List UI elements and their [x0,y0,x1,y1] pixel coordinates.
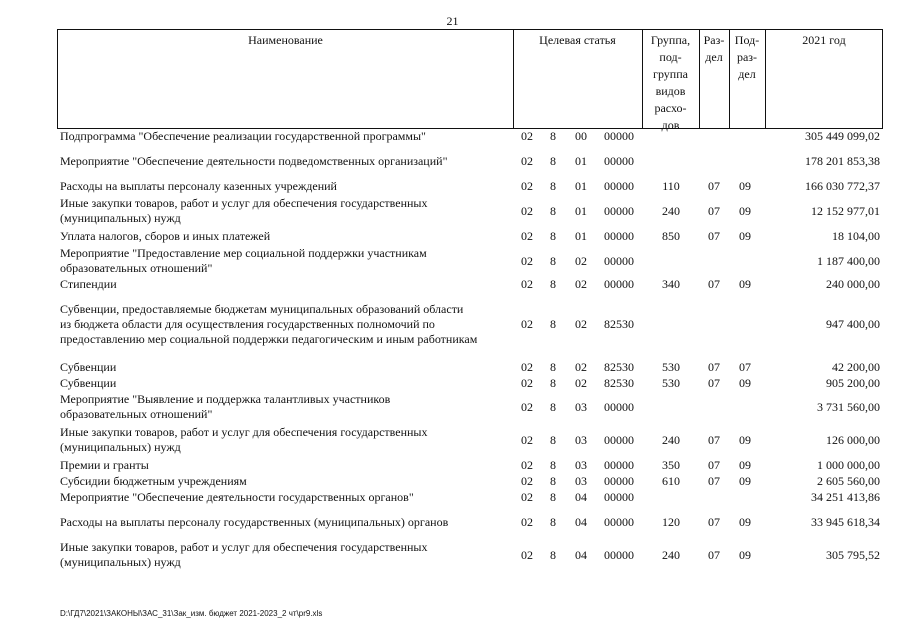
table-row [0,490,905,505]
row-name-line: (муниципальных) нужд [60,440,181,454]
row-name-line: Уплата налогов, сборов и иных платежей [60,229,271,243]
row-name-line: Мероприятие "Выявление и поддержка талантливых участников [60,392,391,406]
podrazdel: 09 [739,458,751,472]
page-number: 21 [446,14,459,28]
table-row [0,515,905,530]
podrazdel: 09 [739,515,751,529]
razdel: 07 [708,179,720,193]
table-row [0,540,905,570]
code-subprogram: 8 [550,399,556,414]
razdel: 07 [708,432,720,447]
podrazdel: 09 [739,229,751,243]
amount-2021: 905 200,00 [826,376,880,390]
code-subprogram: 8 [550,203,556,218]
razdel: 07 [708,360,720,374]
razdel: 07 [708,203,720,218]
podrazdel: 09 [739,203,751,218]
code-subprogram: 8 [550,474,556,488]
row-name-line: Субсидии бюджетным учреждениям [60,474,247,488]
row-name [60,302,515,347]
header-group [642,32,699,134]
podrazdel: 09 [739,179,751,193]
row-name-line: (муниципальных) нужд [60,555,181,569]
code-program: 02 [521,154,533,168]
row-name [60,540,515,570]
expense-group: 240 [662,203,680,218]
amount-2021: 34 251 413,86 [811,490,880,504]
code-program: 02 [521,458,533,472]
row-name [60,360,515,375]
code-subprogram: 8 [550,547,556,562]
code-subprogram: 8 [550,179,556,193]
code-event: 02 [575,253,587,268]
row-name [60,458,515,473]
table-row [0,474,905,489]
table-row [0,229,905,244]
table-header [57,29,883,132]
code-subprogram: 8 [550,129,556,143]
code-direction: 00000 [604,515,634,529]
header-line: Группа, [650,33,691,47]
code-event: 04 [575,515,587,529]
amount-2021: 178 201 853,38 [805,154,880,168]
row-name-line: Премии и гранты [60,458,149,472]
code-direction: 82530 [604,360,634,374]
table-row [0,154,905,169]
amount-2021: 3 731 560,00 [817,399,880,414]
row-name [60,474,515,489]
code-direction: 00000 [604,154,634,168]
header-line: Раз- [703,33,725,47]
header-name: Наименование [248,33,323,47]
code-event: 04 [575,490,587,504]
amount-2021: 305 449 099,02 [805,129,880,143]
table-row [0,196,905,226]
row-name-line: Субвенции [60,376,117,390]
amount-2021: 2 605 560,00 [817,474,880,488]
amount-2021: 42 200,00 [832,360,880,374]
code-program: 02 [521,129,533,143]
code-subprogram: 8 [550,515,556,529]
code-event: 03 [575,399,587,414]
code-subprogram: 8 [550,360,556,374]
podrazdel: 09 [739,376,751,390]
code-event: 01 [575,203,587,218]
table-row [0,277,905,292]
expense-group: 350 [662,458,680,472]
row-name [60,179,515,194]
row-name [60,425,515,455]
header-line: под- [659,50,682,64]
amount-2021: 1 187 400,00 [817,253,880,268]
amount-2021: 947 400,00 [826,317,880,331]
row-name-line: Мероприятие "Обеспечение деятельности государственных органов" [60,490,414,504]
expense-group: 530 [662,360,680,374]
expense-group: 340 [662,277,680,291]
expense-group: 850 [662,229,680,243]
code-direction: 00000 [604,432,634,447]
code-program: 02 [521,317,533,331]
table-row [0,392,905,422]
code-program: 02 [521,179,533,193]
row-name [60,515,515,530]
expense-group: 240 [662,432,680,447]
expense-group: 530 [662,376,680,390]
code-direction: 00000 [604,458,634,472]
file-path: D:\ГД7\2021\ЗАКОНЫ\ЗАС_31\Зак_изм. бюджет 2021-2023_2 чт\pr9.xls [60,609,323,618]
header-line: группа [653,67,688,81]
header-line: расхо- [654,101,687,115]
row-name-line: Иные закупки товаров, работ и услуг для обеспечения государственных [60,196,428,210]
code-direction: 00000 [604,179,634,193]
expense-group: 120 [662,515,680,529]
table-row [0,302,905,347]
row-name [60,229,515,244]
amount-2021: 33 945 618,34 [811,515,880,529]
code-program: 02 [521,399,533,414]
razdel: 07 [708,229,720,243]
code-program: 02 [521,229,533,243]
code-event: 01 [575,179,587,193]
razdel: 07 [708,458,720,472]
row-name-line: Мероприятие "Обеспечение деятельности подведомственных организаций" [60,154,448,168]
code-event: 02 [575,376,587,390]
header-razdel [699,32,729,66]
code-event: 03 [575,458,587,472]
razdel: 07 [708,376,720,390]
row-name-line: Субвенции, предоставляемые бюджетам муниципальных образований области [60,302,464,316]
code-event: 02 [575,317,587,331]
code-subprogram: 8 [550,458,556,472]
amount-2021: 166 030 772,37 [805,179,880,193]
code-program: 02 [521,547,533,562]
code-direction: 00000 [604,129,634,143]
code-direction: 00000 [604,203,634,218]
razdel: 07 [708,474,720,488]
row-name [60,154,515,169]
amount-2021: 240 000,00 [826,277,880,291]
podrazdel: 09 [739,277,751,291]
row-name-line: Субвенции [60,360,117,374]
header-line: дел [705,50,723,64]
row-name-line: Иные закупки товаров, работ и услуг для обеспечения государственных [60,540,428,554]
code-direction: 00000 [604,399,634,414]
code-program: 02 [521,360,533,374]
row-name-line: Расходы на выплаты персоналу государственных (муниципальных) органов [60,515,449,529]
code-subprogram: 8 [550,229,556,243]
code-program: 02 [521,490,533,504]
row-name-line: Расходы на выплаты персоналу казенных учреждений [60,179,337,193]
row-name-line: Стипендии [60,277,117,291]
header-target-article: Целевая статья [539,33,616,47]
code-direction: 82530 [604,317,634,331]
code-direction: 00000 [604,277,634,291]
expense-group: 610 [662,474,680,488]
header-line: Под- [734,33,760,47]
table-row [0,425,905,455]
table-row [0,129,905,144]
row-name [60,277,515,292]
amount-2021: 1 000 000,00 [817,458,880,472]
code-subprogram: 8 [550,253,556,268]
row-name-line: образовательных отношений" [60,407,213,421]
code-event: 03 [575,474,587,488]
podrazdel: 09 [739,432,751,447]
row-name-line: из бюджета области для осуществления государственных полномочий по [60,317,435,331]
header-line: видов [655,84,686,98]
code-program: 02 [521,474,533,488]
amount-2021: 305 795,52 [826,547,880,562]
code-direction: 00000 [604,253,634,268]
row-name [60,246,515,276]
amount-2021: 12 152 977,01 [811,203,880,218]
code-direction: 82530 [604,376,634,390]
header-year: 2021 год [802,33,846,47]
table-row [0,179,905,194]
amount-2021: 126 000,00 [826,432,880,447]
row-name [60,376,515,391]
code-program: 02 [521,253,533,268]
code-subprogram: 8 [550,490,556,504]
code-direction: 00000 [604,474,634,488]
row-name-line: Мероприятие "Предоставление мер социальной поддержки участникам [60,246,427,260]
podrazdel: 09 [739,474,751,488]
row-name-line: Подпрограмма "Обеспечение реализации государственной программы" [60,129,426,143]
code-program: 02 [521,376,533,390]
row-name-line: образовательных отношений" [60,261,213,275]
code-event: 02 [575,360,587,374]
code-program: 02 [521,432,533,447]
podrazdel: 07 [739,360,751,374]
podrazdel: 09 [739,547,751,562]
code-program: 02 [521,515,533,529]
code-event: 02 [575,277,587,291]
table-row [0,246,905,276]
row-name [60,490,515,505]
row-name-line: (муниципальных) нужд [60,211,181,225]
expense-group: 110 [662,179,680,193]
code-subprogram: 8 [550,154,556,168]
code-event: 03 [575,432,587,447]
code-subprogram: 8 [550,277,556,291]
code-subprogram: 8 [550,432,556,447]
table-row [0,360,905,375]
row-name [60,129,515,144]
code-direction: 00000 [604,547,634,562]
code-event: 01 [575,229,587,243]
code-program: 02 [521,277,533,291]
code-event: 04 [575,547,587,562]
code-direction: 00000 [604,490,634,504]
code-subprogram: 8 [550,317,556,331]
razdel: 07 [708,277,720,291]
row-name [60,196,515,226]
code-subprogram: 8 [550,376,556,390]
expense-group: 240 [662,547,680,562]
table-row [0,458,905,473]
row-name [60,392,515,422]
code-event: 00 [575,129,587,143]
header-podrazdel [729,32,765,83]
code-event: 01 [575,154,587,168]
header-line: дел [738,67,756,81]
row-name-line: Иные закупки товаров, работ и услуг для обеспечения государственных [60,425,428,439]
razdel: 07 [708,515,720,529]
header-line: раз- [736,50,758,64]
code-program: 02 [521,203,533,218]
razdel: 07 [708,547,720,562]
amount-2021: 18 104,00 [832,229,880,243]
header-line: дов [661,118,680,132]
table-row [0,376,905,391]
row-name-line: предоставлению мер социальной поддержки педагогическим и иным работникам [60,332,478,346]
code-direction: 00000 [604,229,634,243]
